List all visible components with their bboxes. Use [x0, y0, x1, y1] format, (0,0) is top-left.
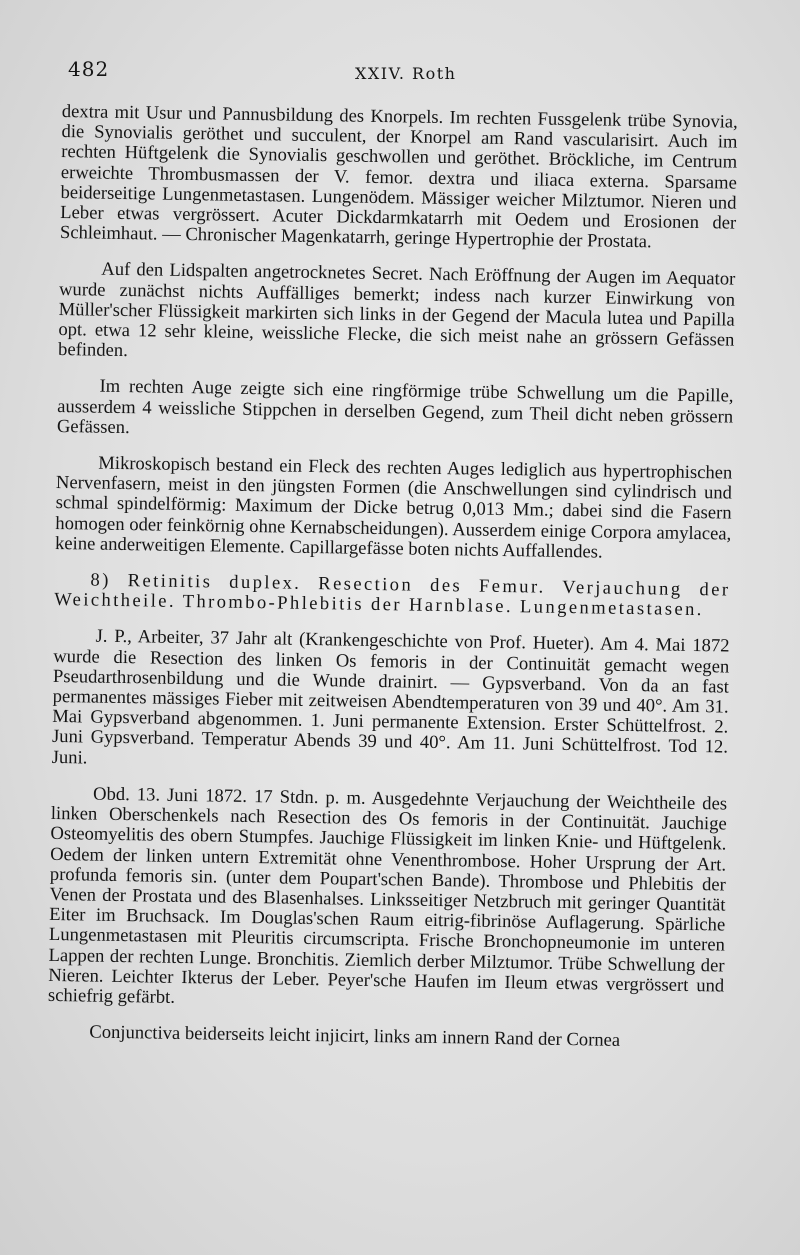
paragraph-eye-findings: Auf den Lidspalten angetrocknetes Secret. Nach Eröffnung der Augen im Aequator wurde zunächst nichts Auffälliges bemerkt; indess nach kurzer Einwirkung von Müller'scher Flüssigkeit markirten sich links in der Gegend der Macula lutea und Papilla opt. etwa 12 sehr kleine, weissliche Flecke, die sich meist nahe an grössern Gefässen befinden.	[57, 259, 736, 362]
case-heading: 8) Retinitis duplex. Resection des Femur. Verjauchung der Weichtheile. Thrombo-Phlebitis der Harnblase. Lungenmetastasen.	[54, 569, 731, 621]
running-head: XXIV. Roth	[355, 64, 457, 83]
page-header	[0, 55, 800, 95]
paragraph-autopsy: Obd. 13. Juni 1872. 17 Stdn. p. m. Ausgedehnte Verjauchung der Weichtheile des linken Oberschenkels nach Resection des Os femoris in der Continuität. Jauchige Osteomyelitis des obern Stumpfes. Jauchige Flüssigkeit im linken Knie- und Hüftgelenk. Oedem der linken untern Extremität ohne Venenthrombose. Hoher Ursprung der Art. profunda femoris sin. (unter dem Poupart'schen Bande). Thrombose und Phlebitis der Venen der Prostata und des Blasenhalses. Linksseitiger Netzbruch mit geringer Quantität Eiter im Bruchsack. Im Douglas'schen Raum eitrig-fibrinöse Auflagerung. Spärliche Lungenmetastasen mit Pleuritis circumscripta. Frische Bronchopneumonie im unteren Lappen der rechten Lunge. Bronchitis. Ziemlich derber Milztumor. Trübe Schwellung der Nieren. Leichter Ikterus der Leber. Peyer'sche Haufen im Ileum etwas vergrössert und schiefrig gefärbt.	[47, 783, 728, 1008]
paragraph-conjunctiva: Conjunctiva beiderseits leicht injicirt, links am innern Rand der Cornea	[89, 1021, 621, 1052]
paragraph-case-history: J. P., Arbeiter, 37 Jahr alt (Krankengeschichte von Prof. Hueter). Am 4. Mai 1872 wurde die Resection des linken Os femoris in der Continuität gemacht wegen Pseudarthrosenbildung und die Wunde drainirt. — Gypsverband. Von da an fast permanentes mässiges Fieber mit zeitweisen Abendtemperaturen von 39 und 40°. Am 31. Mai Gypsverband abgenommen. 1. Juni permanente Extension. Erster Schüttelfrost. 2. Juni Gypsverband. Temperatur Abends 39 und 40°. Am 11. Juni Schüttelfrost. Tod 12. Juni.	[51, 626, 730, 769]
body-text	[47, 102, 738, 1053]
paragraph-continuation: dextra mit Usur und Pannusbildung des Knorpels. Im rechten Fussgelenk trübe Synovia, die Synovialis geröthet und succulent, der Knorpel am Rand vascularisirt. Auch im rechten Hüftgelenk die Synovialis geschwollen und geröthet. Bröckliche, im Centrum erweichte Thrombusmassen der V. femor. dextra und iliaca externa. Sparsame beiderseitige Lungenmetastasen. Lungenödem. Mässiger weicher Milztumor. Nieren und Leber etwas vergrössert. Acuter Dickdarmkatarrh mit Oedem und Erosionen der Schleimhaut. — Chronischer Magenkatarrh, geringe Hypertrophie der Prostata.	[59, 101, 738, 253]
page-number: 482	[68, 57, 110, 81]
paragraph-right-eye: Im rechten Auge zeigte sich eine ringförmige trübe Schwellung um die Papille, ausserdem 4 weissliche Stippchen in derselben Gegend, zum Theil dicht neben grössern Gefässen.	[56, 376, 734, 438]
paragraph-microscopy: Mikroskopisch bestand ein Fleck des rechten Auges lediglich aus hypertrophischen Nervenfasern, meist in den jüngsten Formen (die Anschwellungen sind cylindrisch und schmal spindelförmig: Maximum der Dicke betrug 0,013 Mm.; dabei sind die Fasern homogen oder feinkörnig ohne Kernabscheidungen). Ausserdem einige Corpora amylacea, keine anderweitigen Elemente. Capillargefässe boten nichts Auffallendes.	[54, 452, 733, 563]
